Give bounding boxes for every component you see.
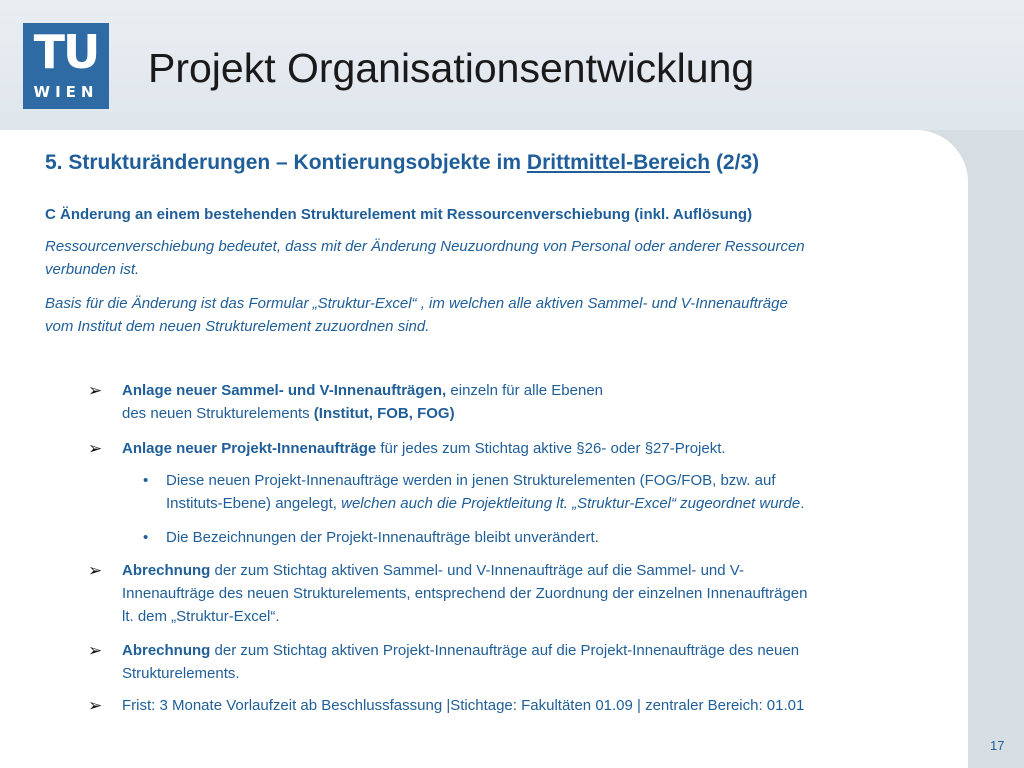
item-bold-text: (Institut, FOB, FOG)	[313, 405, 455, 422]
item-text: Instituts-Ebene) angelegt,	[166, 495, 342, 512]
list-item-line	[122, 437, 967, 460]
logo-wien-text: WIEN	[33, 83, 99, 101]
item-text: der zum Stichtag aktiven Sammel- und V-Innenaufträge auf die Sammel- und V-	[210, 562, 744, 579]
section-heading	[45, 148, 945, 178]
list-item-anlage-sammel	[122, 379, 967, 425]
list-item-line: Innenaufträge des neuen Strukturelements, entsprechend der Zuordnung der einzelnen Innenaufträgen	[122, 585, 808, 602]
drittmittel-link[interactable]: Drittmittel-Bereich	[526, 151, 711, 174]
arrow-bullet-icon: ➢	[88, 439, 103, 458]
list-item-line	[122, 379, 967, 402]
item-text: einzeln für alle Ebenen	[446, 382, 604, 399]
item-bold-text: Abrechnung	[122, 642, 211, 659]
sub-list-item-bezeichnungen	[166, 526, 966, 549]
item-bold-text: Anlage neuer Sammel- und V-Innenaufträgen,	[122, 382, 447, 399]
list-item-abrechnung-sammel	[122, 559, 967, 628]
item-bold-text: Anlage neuer Projekt-Innenaufträge	[122, 440, 377, 457]
tu-wien-logo	[23, 23, 109, 109]
slide-title: Projekt Organisationsentwicklung	[148, 45, 755, 91]
paragraph-line: Basis für die Änderung ist das Formular „Struktur-Excel“ , im welchen alle aktiven Sammel- und V-Innenaufträge	[45, 295, 788, 312]
list-item-frist	[122, 694, 967, 717]
list-item-line	[122, 402, 967, 425]
sub-heading: C Änderung an einem bestehenden Strukturelement mit Ressourcenverschiebung (inkl. Auflösung)	[45, 206, 753, 223]
page-number: 17	[990, 738, 1005, 753]
item-bold-text: Abrechnung	[122, 562, 211, 579]
sub-item-line	[166, 492, 966, 515]
list-item-abrechnung-projekt	[122, 639, 967, 685]
paragraph-ressourcenverschiebung	[45, 235, 955, 281]
list-item-line	[122, 559, 967, 582]
item-italic-text: welchen auch die Projektleitung lt. „Struktur-Excel“ zugeordnet wurde	[341, 495, 801, 512]
section-heading-suffix: (2/3)	[710, 151, 760, 174]
item-text: des neuen Strukturelements	[122, 405, 314, 422]
logo-tu-text: TU	[33, 25, 99, 79]
item-text: .	[800, 495, 805, 512]
paragraph-line: vom Institut dem neuen Strukturelement zuzuordnen sind.	[45, 318, 430, 335]
list-item-line	[122, 639, 967, 662]
arrow-bullet-icon: ➢	[88, 561, 103, 580]
arrow-bullet-icon: ➢	[88, 641, 103, 660]
item-text: der zum Stichtag aktiven Projekt-Innenaufträge auf die Projekt-Innenaufträge des neuen	[210, 642, 800, 659]
paragraph-line: Ressourcenverschiebung bedeutet, dass mit der Änderung Neuzuordnung von Personal oder anderer Ressourcen	[45, 238, 805, 255]
header-bar	[0, 0, 1024, 130]
list-item-line: Frist: 3 Monate Vorlaufzeit ab Beschlussfassung |Stichtage: Fakultäten 01.09 | zentraler Bereich: 01.01	[122, 697, 805, 714]
section-heading-prefix: 5. Strukturänderungen – Kontierungsobjekte im	[45, 151, 527, 174]
list-item-line: Strukturelements.	[122, 665, 240, 682]
paragraph-basis	[45, 292, 955, 338]
item-text: für jedes zum Stichtag aktive §26- oder §27-Projekt.	[376, 440, 726, 457]
list-item-anlage-projekt	[122, 437, 967, 460]
round-bullet-icon: •	[143, 529, 149, 546]
paragraph-line: verbunden ist.	[45, 261, 140, 278]
round-bullet-icon: •	[143, 472, 149, 489]
list-item-line: lt. dem „Struktur-Excel“.	[122, 608, 280, 625]
sub-item-line: Die Bezeichnungen der Projekt-Innenaufträge bleibt unverändert.	[166, 529, 599, 546]
sub-item-line: Diese neuen Projekt-Innenaufträge werden in jenen Strukturelementen (FOG/FOB, bzw. auf	[166, 472, 776, 489]
sub-list-item-strukturelemente	[166, 469, 966, 515]
arrow-bullet-icon: ➢	[88, 381, 103, 400]
arrow-bullet-icon: ➢	[88, 696, 103, 715]
